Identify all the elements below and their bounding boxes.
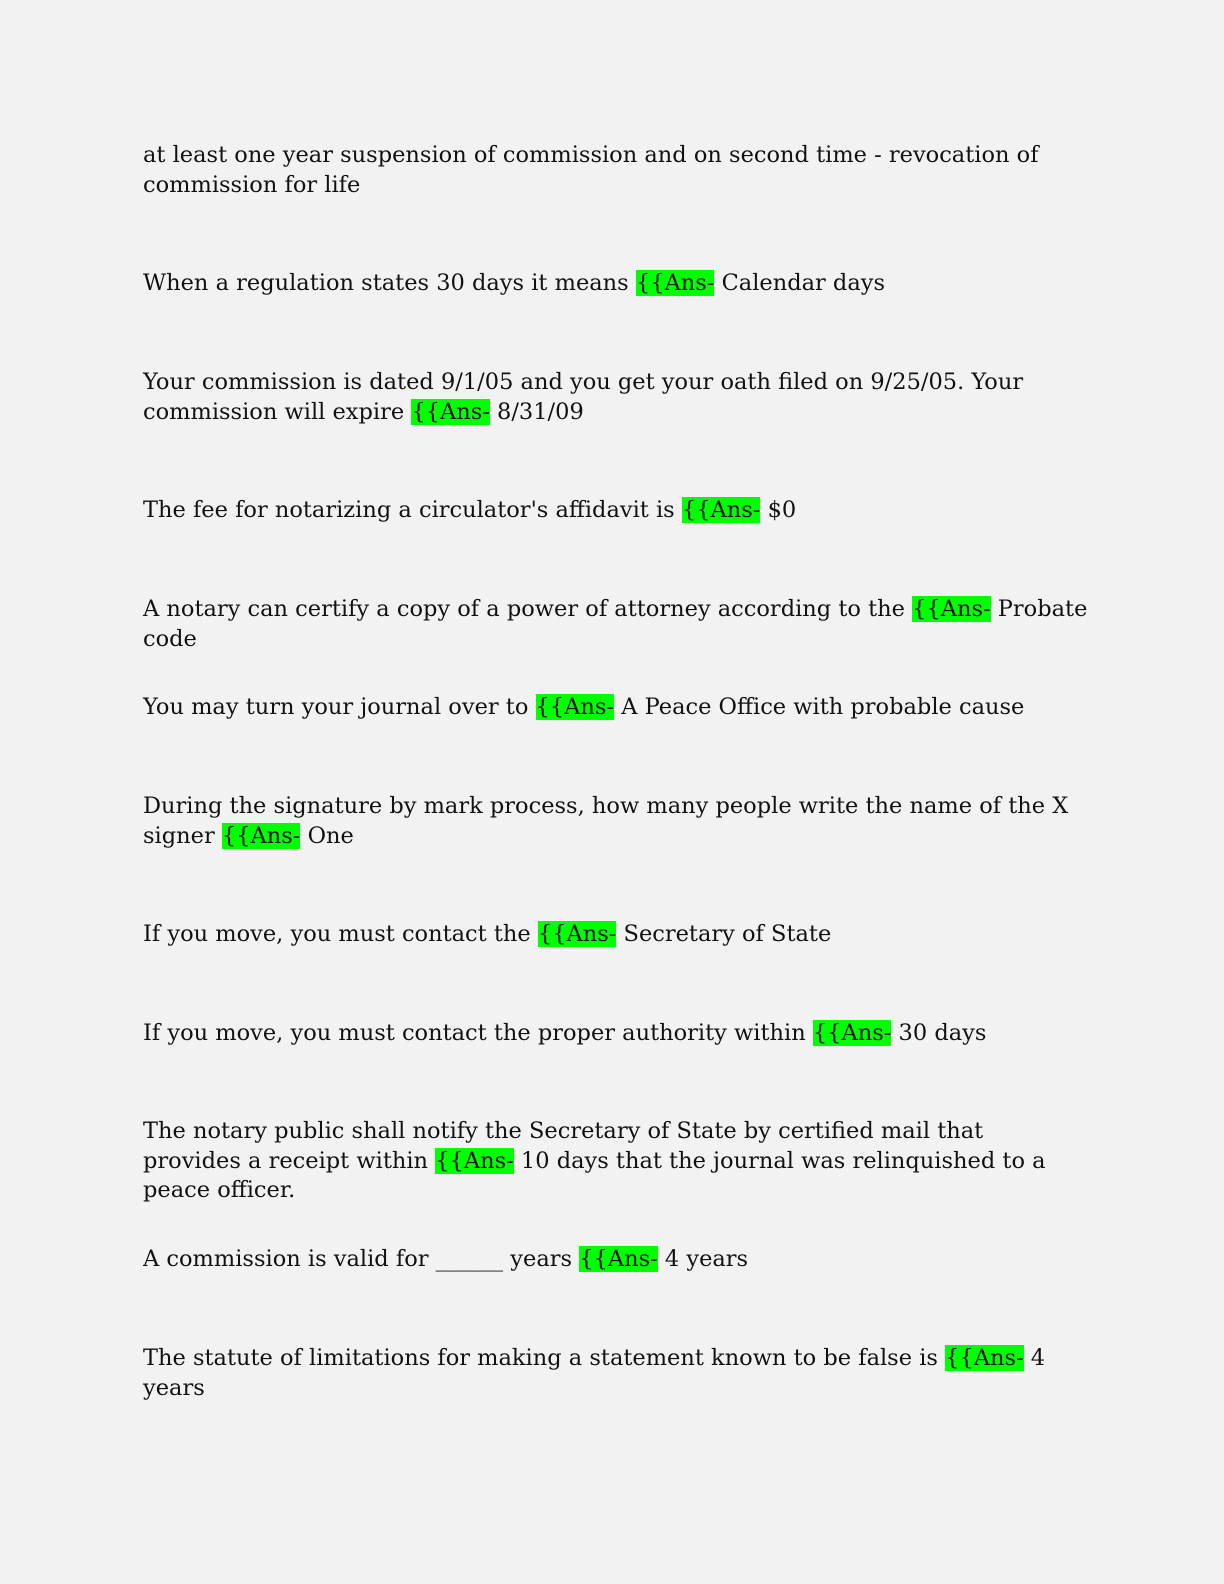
answer-marker: {{Ans- bbox=[535, 694, 615, 720]
qa-question: You may turn your journal over to bbox=[143, 694, 529, 720]
qa-question: When a regulation states 30 days it means bbox=[143, 270, 629, 296]
qa-question: The fee for notarizing a circulator's affidavit is bbox=[143, 497, 675, 523]
qa-answer: 30 days bbox=[898, 1020, 987, 1046]
qa-question: at least one year suspension of commission and on second time - revocation of commission for life bbox=[143, 142, 1039, 198]
answer-marker: {{Ans- bbox=[681, 497, 761, 523]
answer-marker: {{Ans- bbox=[537, 921, 617, 947]
qa-item-8 bbox=[143, 1019, 1088, 1049]
qa-item-6 bbox=[143, 792, 1088, 851]
qa-item-10 bbox=[143, 1245, 1088, 1275]
qa-item-2 bbox=[143, 368, 1088, 427]
qa-question: The notary public shall notify the Secretary of State by certified mail that provides a receipt within bbox=[143, 1118, 984, 1174]
qa-answer: One bbox=[307, 822, 354, 849]
qa-question: A commission is valid for ______ years bbox=[143, 1246, 573, 1272]
qa-question: Your commission is dated 9/1/05 and you get your oath filed on 9/25/05. Your commission will expire bbox=[143, 369, 1024, 425]
answer-marker: {{Ans- bbox=[812, 1020, 892, 1046]
answer-marker: {{Ans- bbox=[635, 270, 715, 296]
qa-item-1 bbox=[143, 269, 1088, 299]
qa-answer: Secretary of State bbox=[623, 921, 832, 947]
qa-question: If you move, you must contact the proper authority within bbox=[143, 1020, 806, 1046]
qa-answer: Calendar days bbox=[721, 270, 885, 296]
qa-item-5 bbox=[143, 693, 1088, 723]
qa-question: A notary can certify a copy of a power of attorney according to the bbox=[143, 596, 905, 622]
qa-question: During the signature by mark process, how many people write the name of the X signer bbox=[143, 793, 1069, 849]
answer-marker: {{Ans- bbox=[945, 1345, 1024, 1371]
qa-answer: 8/31/09 bbox=[497, 398, 584, 425]
qa-item-4 bbox=[143, 595, 1088, 654]
qa-answer: Probate code bbox=[143, 596, 1088, 652]
qa-answer: 10 days that the journal was relinquished to a peace officer. bbox=[143, 1147, 1046, 1203]
qa-question: The statute of limitations for making a statement known to be false is bbox=[143, 1345, 938, 1371]
answer-marker: {{Ans- bbox=[411, 398, 490, 425]
qa-answer: 4 years bbox=[143, 1345, 1046, 1401]
qa-item-0 bbox=[143, 141, 1088, 200]
qa-item-3 bbox=[143, 496, 1088, 526]
qa-question: If you move, you must contact the bbox=[143, 921, 531, 947]
qa-answer: A Peace Office with probable cause bbox=[621, 694, 1025, 720]
answer-marker: {{Ans- bbox=[221, 822, 301, 849]
answer-marker: {{Ans- bbox=[435, 1147, 514, 1174]
qa-item-7 bbox=[143, 920, 1088, 950]
qa-answer: $0 bbox=[767, 497, 797, 523]
qa-answer: 4 years bbox=[664, 1246, 749, 1272]
answer-marker: {{Ans- bbox=[579, 1246, 658, 1272]
answer-marker: {{Ans- bbox=[912, 596, 991, 622]
qa-item-9 bbox=[143, 1117, 1088, 1206]
qa-item-11 bbox=[143, 1344, 1088, 1403]
